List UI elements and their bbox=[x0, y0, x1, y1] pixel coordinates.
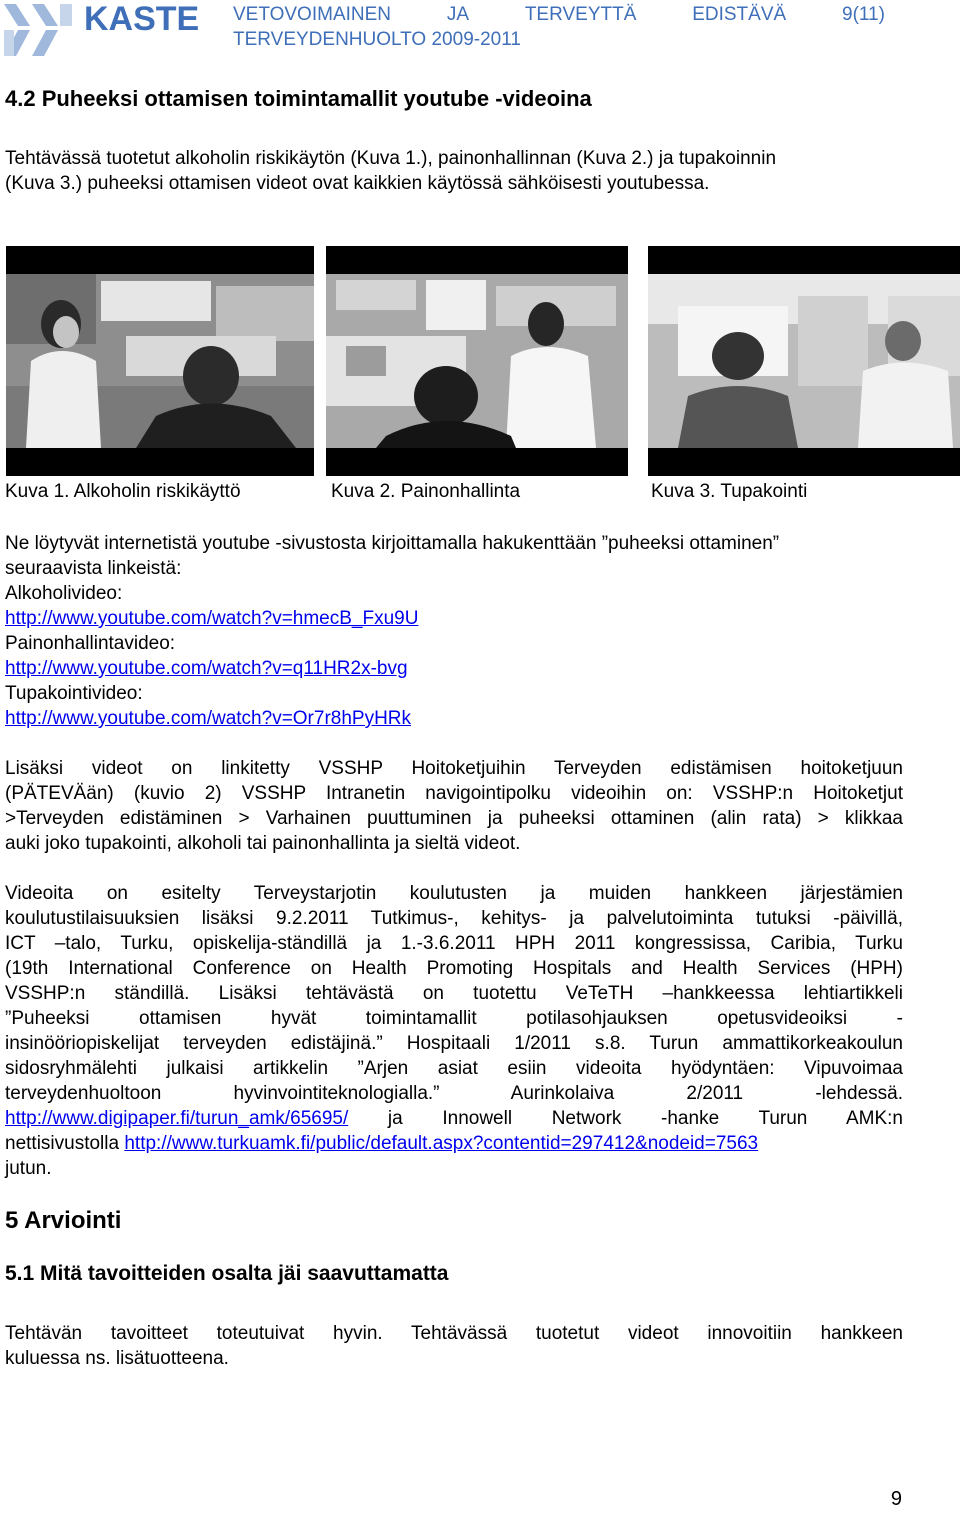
text-line: (19th International Conference on Health Promoting Hospitals and Health Services (HPH) bbox=[5, 958, 903, 979]
header-page-count: 9(11) bbox=[842, 4, 885, 25]
header-title-line-1 bbox=[233, 4, 885, 26]
text-line: auki joko tupakointi, alkoholi tai painonhallinta ja sieltä videot. bbox=[5, 833, 521, 854]
links-block bbox=[5, 531, 925, 731]
video-label-smoking: Tupakointivideo: bbox=[5, 683, 143, 704]
link-digipaper[interactable]: http://www.digipaper.fi/turun_amk/65695/ bbox=[5, 1108, 349, 1129]
video-still-weight bbox=[326, 246, 628, 476]
text-line: seuraavista linkeistä: bbox=[5, 558, 182, 579]
header-word: TERVEYTTÄ bbox=[524, 4, 637, 25]
text-line: terveydenhuoltoon hyvinvointiteknologialla.” Aurinkolaiva 2/2011 -lehdessä. bbox=[5, 1083, 903, 1104]
text-line: Lisäksi videot on linkitetty VSSHP Hoitoketjuihin Terveyden edistämisen hoitoketjuun bbox=[5, 758, 903, 779]
header-title-line-2: TERVEYDENHUOLTO 2009-2011 bbox=[233, 29, 521, 50]
link-alcohol-video[interactable]: http://www.youtube.com/watch?v=hmecB_Fxu9U bbox=[5, 608, 419, 629]
text-segment: ja Innowell Network -hanke Turun AMK:n bbox=[348, 1108, 903, 1129]
text-line: insinööriopiskelijat terveyden edistäjinä.” Hospitaali 1/2011 s.8. Turun ammattikorkeakoulun bbox=[5, 1033, 903, 1054]
text-line: koulutustilaisuuksien lisäksi 9.2.2011 Tutkimus-, kehitys- ja palvelutoiminta tutuksi -päivillä, bbox=[5, 908, 903, 929]
video-still-smoking bbox=[648, 246, 960, 476]
figure-caption-2: Kuva 2. Painonhallinta bbox=[331, 481, 521, 502]
text-line-with-link bbox=[5, 1131, 903, 1156]
header-word: JA bbox=[446, 4, 470, 25]
text-segment: nettisivustolla bbox=[5, 1133, 125, 1154]
text-line: Ne löytyvät internetistä youtube -sivustosta kirjoittamalla hakukenttään ”puheeksi ottaminen” bbox=[5, 533, 780, 554]
link-smoking-video[interactable]: http://www.youtube.com/watch?v=Or7r8hPyHRk bbox=[5, 708, 412, 729]
section-title-5-1: 5.1 Mitä tavoitteiden osalta jäi saavuttamatta bbox=[5, 1262, 449, 1285]
paragraph-goals bbox=[5, 1321, 903, 1371]
intro-paragraph bbox=[5, 146, 905, 196]
video-label-alcohol: Alkoholivideo: bbox=[5, 583, 123, 604]
paragraph-vsshp bbox=[5, 756, 903, 856]
text-line: (PÄTEVÄän) (kuvio 2) VSSHP Intranetin navigointipolku videoihin on: VSSHP:n Hoitoketjut bbox=[5, 783, 903, 804]
link-turkuamk[interactable]: http://www.turkuamk.fi/public/default.aspx?contentid=297412&nodeid=7563 bbox=[124, 1133, 759, 1154]
figure-caption-3: Kuva 3. Tupakointi bbox=[651, 481, 808, 502]
figure-caption-1: Kuva 1. Alkoholin riskikäyttö bbox=[5, 481, 241, 502]
paragraph-presented bbox=[5, 881, 903, 1181]
logo-text: KASTE bbox=[84, 0, 200, 38]
header-word: EDISTÄVÄ bbox=[692, 4, 787, 25]
text-line: ”Puheeksi ottamisen hyvät toimintamallit potilasohjauksen opetusvideoiksi - bbox=[5, 1008, 903, 1029]
section-title-5: 5 Arviointi bbox=[5, 1207, 122, 1234]
text-line: kuluessa ns. lisätuotteena. bbox=[5, 1348, 229, 1369]
text-line: (Kuva 3.) puheeksi ottamisen videot ovat kaikkien käytössä sähköisesti youtubessa. bbox=[5, 173, 710, 194]
text-line: Tehtävässä tuotetut alkoholin riskikäytön (Kuva 1.), painonhallinnan (Kuva 2.) ja tupakoinnin bbox=[5, 148, 777, 169]
link-weight-video[interactable]: http://www.youtube.com/watch?v=q11HR2x-bvg bbox=[5, 658, 408, 679]
video-label-weight: Painonhallintavideo: bbox=[5, 633, 176, 654]
video-still-alcohol bbox=[6, 246, 314, 476]
text-line: Tehtävän tavoitteet toteutuivat hyvin. Tehtävässä tuotetut videot innovoitiin hankkeen bbox=[5, 1323, 903, 1344]
text-line: ICT –talo, Turku, opiskelija-ständillä ja 1.-3.6.2011 HPH 2011 kongressissa, Caribia, Turku bbox=[5, 933, 903, 954]
header-word: VETOVOIMAINEN bbox=[233, 4, 392, 25]
kaste-logo bbox=[0, 0, 215, 62]
text-line: jutun. bbox=[5, 1158, 52, 1179]
text-line: >Terveyden edistäminen > Varhainen puuttuminen ja puheeksi ottaminen (alin rata) > klikkaa bbox=[5, 808, 903, 829]
text-line: Videoita on esitelty Terveystarjotin koulutusten ja muiden hankkeen järjestämien bbox=[5, 883, 903, 904]
text-line: VSSHP:n ständillä. Lisäksi tehtävästä on tuotettu VeTeTH –hankkeessa lehtiartikkeli bbox=[5, 983, 903, 1004]
section-title-4-2: 4.2 Puheeksi ottamisen toimintamallit youtube -videoina bbox=[5, 86, 592, 111]
text-line: sidosryhmälehti julkaisi artikkelin ”Arjen asiat esiin videoita hyödyntäen: Vipuvoimaa bbox=[5, 1058, 903, 1079]
page-number: 9 bbox=[890, 1488, 902, 1510]
text-line-with-link bbox=[5, 1106, 903, 1131]
